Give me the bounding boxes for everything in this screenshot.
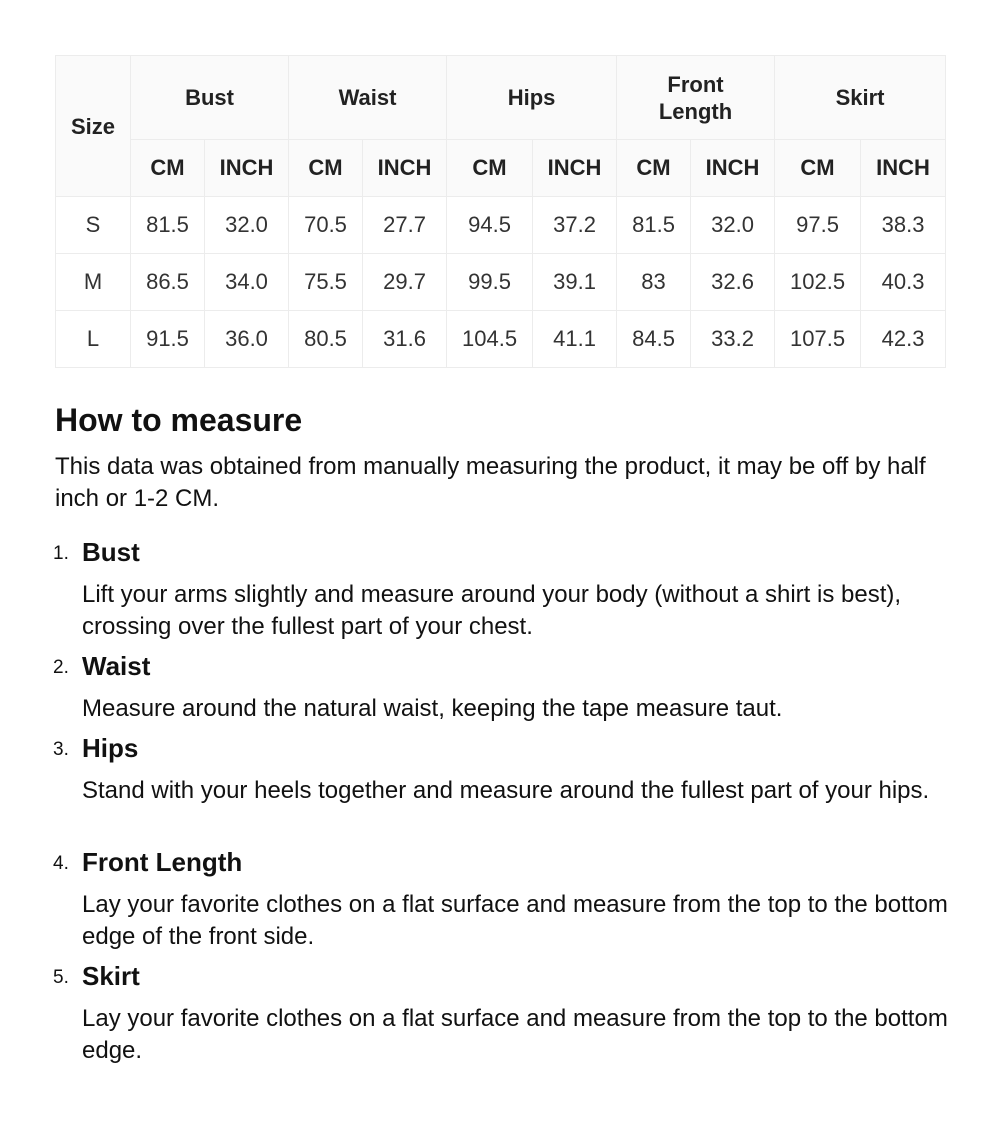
group-header-skirt: Skirt	[775, 56, 946, 140]
table-cell: 84.5	[617, 311, 691, 368]
table-cell: 94.5	[447, 197, 533, 254]
table-cell: 107.5	[775, 311, 861, 368]
unit-header: INCH	[861, 140, 946, 197]
group-header-bust: Bust	[131, 56, 289, 140]
table-cell: 99.5	[447, 254, 533, 311]
table-cell: 40.3	[861, 254, 946, 311]
size-cell: M	[56, 254, 131, 311]
table-cell: 36.0	[205, 311, 289, 368]
group-header-hips: Hips	[447, 56, 617, 140]
group-header-waist: Waist	[289, 56, 447, 140]
size-header: Size	[56, 56, 131, 197]
size-table	[55, 55, 946, 368]
unit-header: CM	[617, 140, 691, 197]
table-cell: 91.5	[131, 311, 205, 368]
step-description: Lay your favorite clothes on a flat surface and measure from the top to the bottom edge of the front side.	[82, 891, 948, 950]
size-cell: S	[56, 197, 131, 254]
step-description: Lay your favorite clothes on a flat surface and measure from the top to the bottom edge.	[82, 1005, 948, 1064]
step-number: 4.	[53, 853, 69, 874]
table-cell: 86.5	[131, 254, 205, 311]
step-description: Lift your arms slightly and measure around your body (without a shirt is best), crossing over the fullest part of your chest.	[82, 581, 902, 640]
group-header-front-length	[617, 56, 775, 140]
table-cell: 70.5	[289, 197, 363, 254]
list-item	[0, 537, 960, 651]
unit-header: INCH	[533, 140, 617, 197]
table-cell: 83	[617, 254, 691, 311]
table-cell: 75.5	[289, 254, 363, 311]
table-cell: 41.1	[533, 311, 617, 368]
intro-text: This data was obtained from manually measuring the product, it may be off by half inch or 1-2 CM.	[55, 453, 926, 512]
unit-header: CM	[775, 140, 861, 197]
table-cell: 32.0	[691, 197, 775, 254]
unit-header: INCH	[205, 140, 289, 197]
table-row	[56, 197, 946, 254]
table-cell: 29.7	[363, 254, 447, 311]
table-cell: 97.5	[775, 197, 861, 254]
table-row	[56, 254, 946, 311]
unit-header: CM	[289, 140, 363, 197]
table-cell: 38.3	[861, 197, 946, 254]
table-cell: 31.6	[363, 311, 447, 368]
table-cell: 81.5	[131, 197, 205, 254]
group-header-front-length-label: Front Length	[658, 71, 733, 124]
table-cell: 39.1	[533, 254, 617, 311]
table-cell: 102.5	[775, 254, 861, 311]
step-description: Measure around the natural waist, keeping the tape measure taut.	[82, 695, 783, 722]
how-to-measure-title: How to measure	[55, 402, 303, 438]
table-cell: 104.5	[447, 311, 533, 368]
step-title: Waist	[82, 651, 151, 681]
table-cell: 34.0	[205, 254, 289, 311]
size-cell: L	[56, 311, 131, 368]
table-cell: 80.5	[289, 311, 363, 368]
step-title: Hips	[82, 733, 139, 763]
unit-header: INCH	[691, 140, 775, 197]
list-item	[0, 961, 960, 1075]
step-number: 1.	[53, 543, 69, 564]
unit-header: CM	[131, 140, 205, 197]
measure-steps-list	[0, 537, 960, 1075]
list-item	[0, 847, 960, 961]
step-number: 5.	[53, 967, 69, 988]
table-cell: 32.6	[691, 254, 775, 311]
step-number: 2.	[53, 657, 69, 678]
step-title: Skirt	[82, 961, 140, 991]
unit-header: INCH	[363, 140, 447, 197]
table-row	[56, 311, 946, 368]
table-cell: 33.2	[691, 311, 775, 368]
step-title: Front Length	[82, 847, 243, 877]
table-cell: 37.2	[533, 197, 617, 254]
table-cell: 32.0	[205, 197, 289, 254]
table-cell: 42.3	[861, 311, 946, 368]
step-description: Stand with your heels together and measure around the fullest part of your hips.	[82, 777, 930, 804]
step-number: 3.	[53, 739, 69, 760]
size-chart	[55, 55, 945, 368]
list-item	[0, 733, 960, 847]
list-item	[0, 651, 960, 733]
unit-header: CM	[447, 140, 533, 197]
table-cell: 27.7	[363, 197, 447, 254]
step-title: Bust	[82, 537, 140, 567]
table-cell: 81.5	[617, 197, 691, 254]
